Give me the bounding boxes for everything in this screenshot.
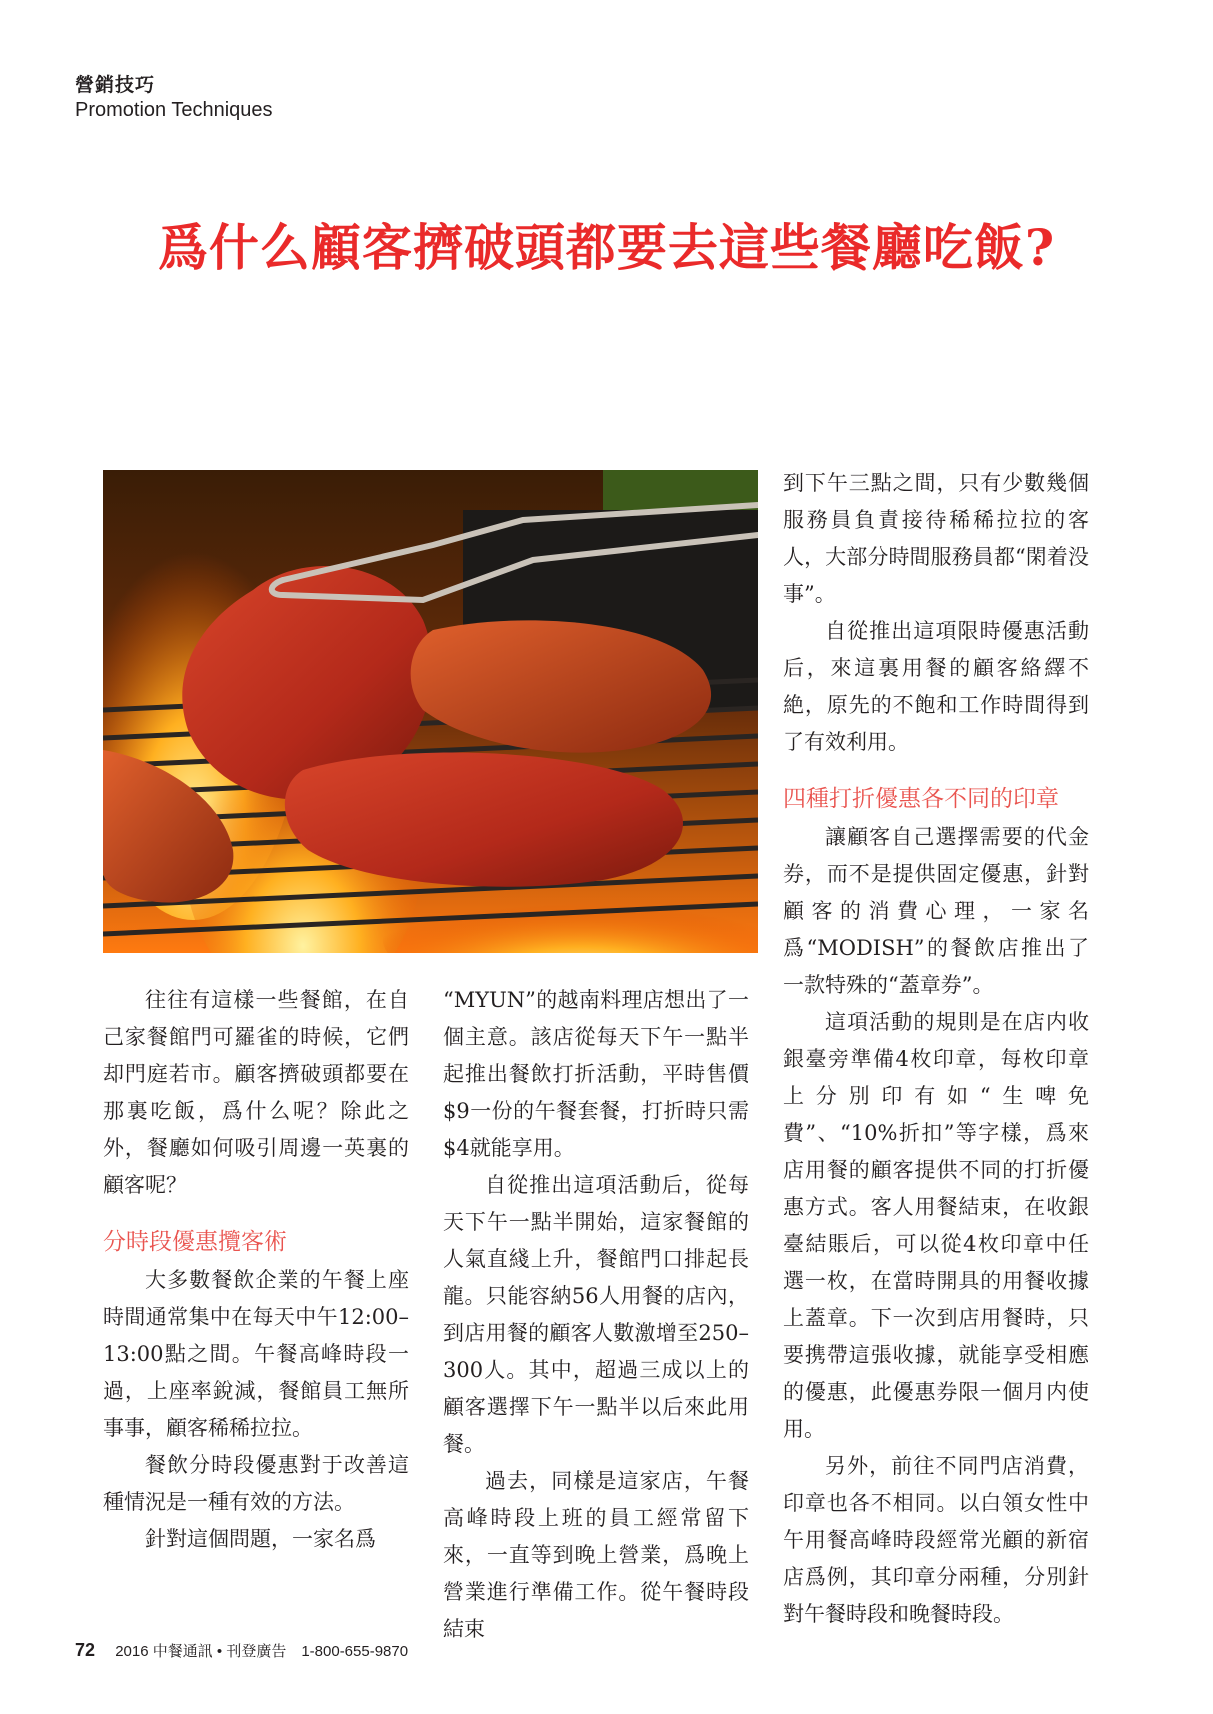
paragraph: 另外，前往不同門店消費，印章也各不相同。以白領女性中午用餐高峰時段經常光顧的新宿店爲例，其印章分兩種，分別針對午餐時段和晚餐時段。 <box>783 1454 1089 1626</box>
paragraph: 自從推出這項活動后，從每天下午一點半開始，這家餐館的人氣直綫上升，餐館門口排起長龍。只能容納56人用餐的店內，到店用餐的顧客人數激增至250–300人。其中，超過三成以上的顧客選擇下午一點半以后來此用餐。 <box>443 1173 749 1456</box>
paragraph: “MYUN”的越南料理店想出了一個主意。該店從每天下午一點半起推出餐飲打折活動，平時售價$9一份的午餐套餐，打折時只需$4就能享用。 <box>443 988 749 1160</box>
grilled-meat-illustration <box>103 470 758 953</box>
article-column-1 <box>103 982 409 1558</box>
paragraph: 餐飲分時段優惠對于改善這種情況是一種有效的方法。 <box>103 1453 409 1514</box>
page-footer <box>75 1640 408 1661</box>
article-column-3 <box>783 465 1089 1633</box>
paragraph: 自從推出這項限時優惠活動后，來這裏用餐的顧客絡繹不絶，原先的不飽和工作時間得到了有效利用。 <box>783 619 1089 754</box>
paragraph: 讓顧客自己選擇需要的代金券，而不是提供固定優惠，針對顧客的消費心理，一家名爲“MODISH”的餐飲店推出了一款特殊的“蓋章券”。 <box>783 825 1089 997</box>
subheading-stamp-coupons: 四種打折優惠各不同的印章 <box>783 786 1059 812</box>
subheading-time-slot-discount: 分時段優惠攬客術 <box>103 1229 287 1255</box>
paragraph: 大多數餐飲企業的午餐上座時間通常集中在每天中午12:00–13:00點之間。午餐高峰時段一過，上座率銳減，餐館員工無所事事，顧客稀稀拉拉。 <box>103 1268 409 1440</box>
section-title-en: Promotion Techniques <box>75 99 273 121</box>
paragraph: 針對這個問題，一家名爲 <box>145 1527 376 1551</box>
footer-text: 2016 中餐通訊 • 刊登廣告 1-800-655-9870 <box>115 1643 409 1660</box>
page-number: 72 <box>75 1640 96 1660</box>
bbq-grill-photo <box>103 470 758 953</box>
paragraph: 到下午三點之間，只有少數幾個服務員負責接待稀稀拉拉的客人，大部分時間服務員都“閑着没事”。 <box>783 471 1089 606</box>
section-tag <box>75 70 273 122</box>
paragraph-intro: 往往有這樣一些餐館，在自己家餐館門可羅雀的時候，它們却門庭若市。顧客擠破頭都要在那裏吃飯，爲什么呢？除此之外，餐廳如何吸引周邊一英裏的顧客呢？ <box>103 988 409 1197</box>
article-column-2 <box>443 982 749 1648</box>
section-title-zh: 營銷技巧 <box>75 74 156 96</box>
article-headline: 爲什么顧客擠破頭都要去這些餐廳吃飯? <box>157 218 1056 277</box>
paragraph: 這項活動的規則是在店内收銀臺旁準備4枚印章，每枚印章上分別印有如“生啤免費”、“10%折扣”等字樣，爲來店用餐的顧客提供不同的打折優惠方式。客人用餐結束，在收銀臺結賬后，可以從4枚印章中任選一枚，在當時開具的用餐收據上蓋章。下一次到店用餐時，只要携帶這張收據，就能享受相應的優惠，此優惠券限一個月内使用。 <box>783 1010 1089 1441</box>
paragraph: 過去，同樣是這家店，午餐高峰時段上班的員工經常留下來，一直等到晚上營業，爲晚上營業進行準備工作。從午餐時段結束 <box>443 1469 749 1641</box>
